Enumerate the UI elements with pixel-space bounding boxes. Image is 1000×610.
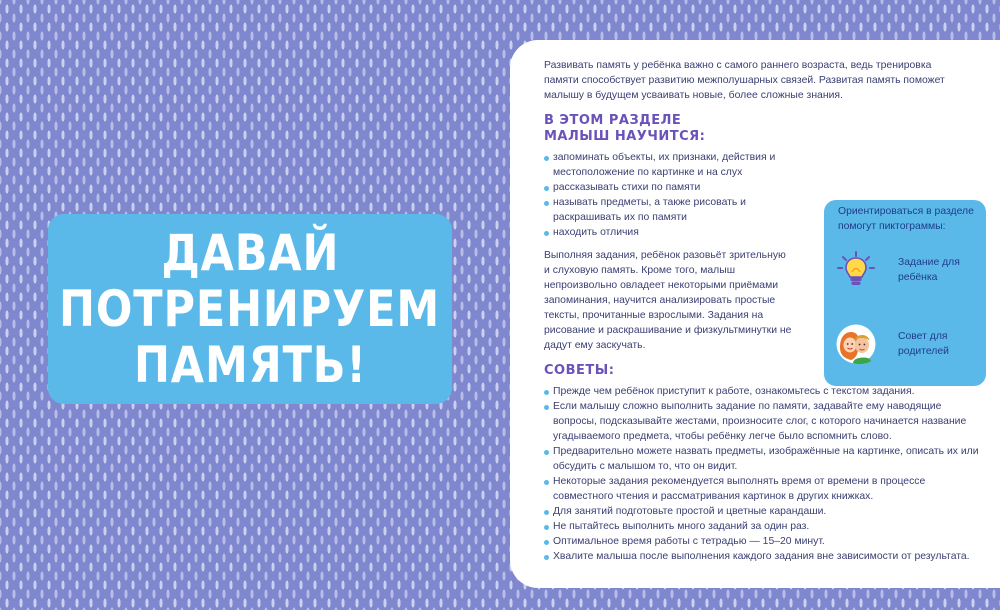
info-panel (510, 40, 1000, 588)
tip-item: Не пытайтесь выполнить много заданий за один раз. (544, 519, 984, 534)
lightbulb-icon (836, 250, 876, 290)
pictogram-task-label: Задание для ребёнка (898, 257, 960, 283)
tip-item: Прежде чем ребёнок приступит к работе, ознакомьтесь с текстом задания. (544, 384, 984, 399)
tip-item: Оптимальное время работы с тетрадью — 15–20 минут. (544, 534, 984, 549)
tip-item: Если малышу сложно выполнить задание по памяти, задавайте ему наводящие вопросы, подсказывайте жестами, произносите слог, с которого начинается название угадываемого предмета, чтобы ребёнку легче было вспомнить слово. (544, 399, 984, 444)
pictogram-advice (836, 324, 976, 364)
learn-item: рассказывать стихи по памяти (544, 180, 789, 195)
learn-heading-line-2: МАЛЫШ НАУЧИТСЯ: (544, 129, 706, 144)
tip-item: Хвалите малыша после выполнения каждого задания вне зависимости от результата. (544, 549, 984, 564)
title-line-1: ДАВАЙ (161, 224, 339, 282)
panel-content (544, 58, 984, 564)
title-line-2: ПОТРЕНИРУЕМ (59, 280, 441, 338)
intro-paragraph: Развивать память у ребёнка важно с самого раннего возраста, ведь тренировка памяти способствует развитию межполушарных связей. Развитая память поможет малышу в будущем усваивать новые, более сложные знания. (544, 60, 945, 101)
title-line-3: ПАМЯТЬ! (133, 336, 367, 394)
learn-list (544, 150, 789, 240)
pictogram-task (836, 250, 976, 290)
pictogram-box (824, 200, 986, 386)
tip-item: Предварительно можете назвать предметы, изображённые на картинке, описать их или обсудить с малышом то, что он видит. (544, 444, 984, 474)
tip-item: Некоторые задания рекомендуется выполнять время от времени в процессе совместного чтения и рассматривания картинок в других книжках. (544, 474, 984, 504)
learn-heading (544, 113, 984, 145)
title-card (48, 214, 452, 404)
learn-item: запоминать объекты, их признаки, действия и местоположение по картинке и на слух (544, 150, 789, 180)
tips-list (544, 384, 984, 564)
learn-heading-line-1: В ЭТОМ РАЗДЕЛЕ (544, 113, 682, 128)
parents-icon (836, 324, 876, 364)
tip-item: Для занятий подготовьте простой и цветные карандаши. (544, 504, 984, 519)
description-paragraph: Выполняя задания, ребёнок разовьёт зрительную и слуховую память. Кроме того, малыш непроизвольно овладеет некоторыми приёмами запоминания, научится анализировать простые тексты, прочитанные взрослыми. Задания на рисование и раскрашивание и физкультминутки не дадут ему заскучать. (544, 250, 792, 351)
learn-item: находить отличия (544, 225, 789, 240)
tips-heading: СОВЕТЫ: (544, 363, 615, 378)
pictogram-intro: Ориентироваться в разделе помогут пиктограммы: (838, 206, 974, 232)
learn-item: называть предметы, а также рисовать и раскрашивать их по памяти (544, 195, 789, 225)
pictogram-advice-label: Совет для родителей (898, 331, 949, 357)
